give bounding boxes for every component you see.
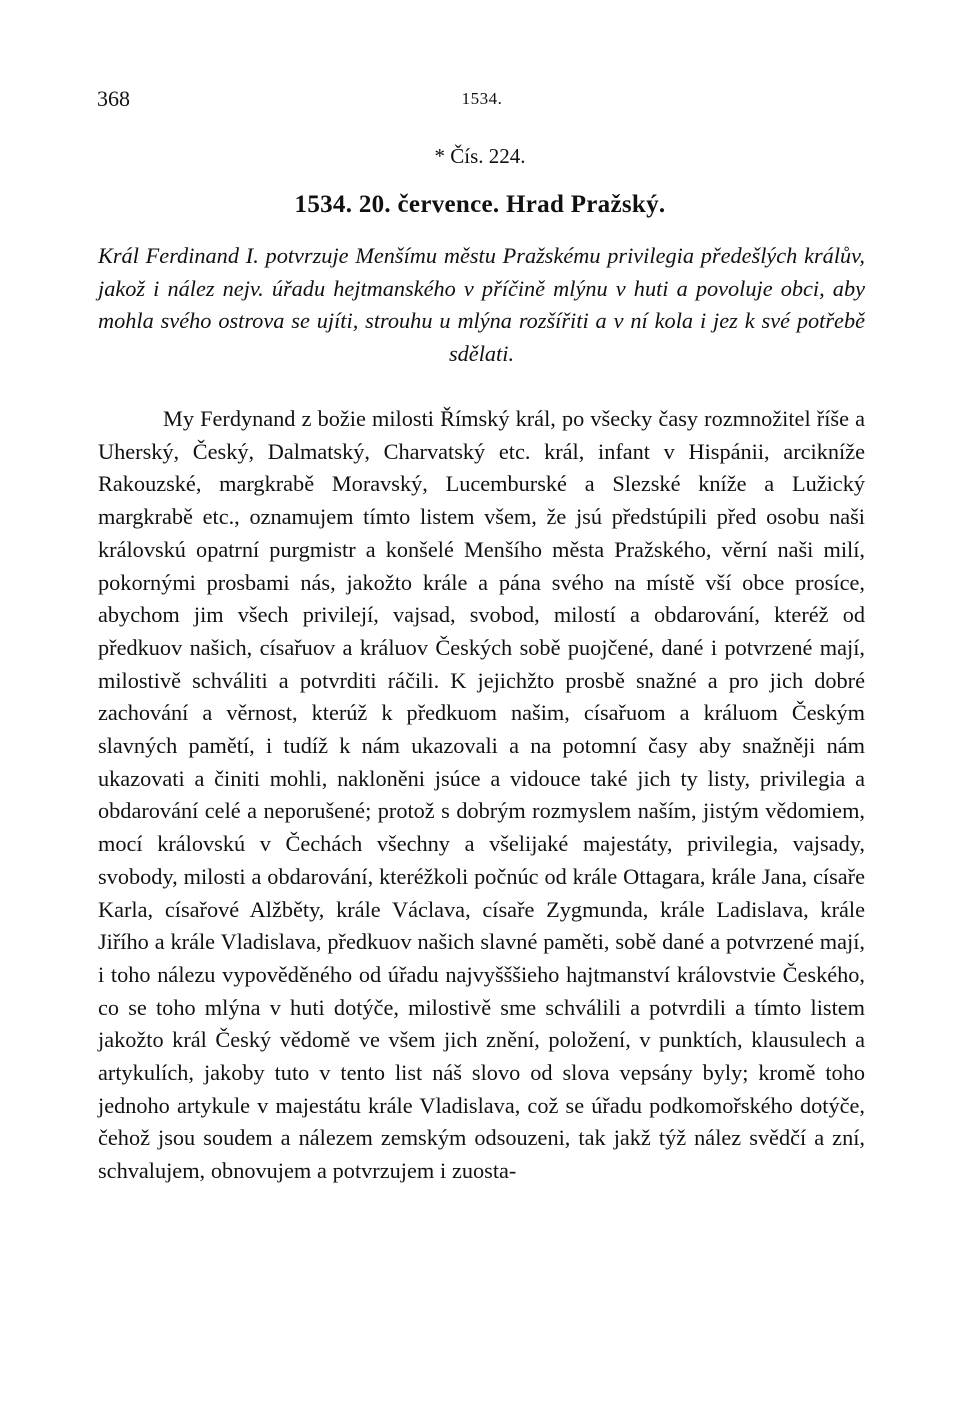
running-header xyxy=(97,86,867,112)
page-number: 368 xyxy=(97,86,130,111)
regest-summary: Král Ferdinand I. potvrzuje Menšímu městu Pražskému privilegia předešlých králův, jakož i nález nejv. úřadu hejtmanského v příčině mlýnu v huti a povoluje obci, aby mohla svého ostrova se ujíti, strouhu u mlýna rozšířiti a v ní kola i jez k své potřebě sdělati. xyxy=(98,243,865,366)
document-body-text: My Ferdynand z božie milosti Římský král, po všecky časy rozmnožitel říše a Uherský, Český, Dalmatský, Charvatský etc. král, infant v Hispánii, arcikníže Rakouzské, margkrabě Moravský, Lucemburské a Slezské kníže a Lužický margkrabě etc., oznamujem tímto listem všem, že jsú předstúpili před osobu naši královskú opatrní purgmistr a konšelé Menšího města Pražského, věrní naši milí, pokornými prosbami nás, jakožto krále a pána svého na místě vší obce prosíce, abychom jim všech privilejí, vajsad, svobod, milostí a obdarování, kteréž od předkuov našich, císařuov a králuov Českých sobě puojčené, dané i potvrzené mají, milostivě schváliti a potvrditi ráčili. K jejichžto prosbě snažné a pro jich dobré zachování a věrnost, kterúž k předkuom našim, císařuom a králuom Českým slavných pamětí, i tudíž k nám ukazovali a na potomní časy aby snažněji nám ukazovati a činiti mohli, nakloněni jsúce a vidouce také jich ty listy, privilegia a obdarování celé a neporušené; protož s dobrým rozmyslem naším, jistým vědomiem, mocí královskú v Čechách všechny a všelijaké majestáty, privilegia, vajsady, svobody, milosti a obdarování, kteréžkoli počnúc od krále Ottagara, krále Jana, císaře Karla, císařové Alžběty, krále Václava, císaře Zygmunda, krále Ladislava, krále Jiřího a krále Vladislava, předkuov našich slavné paměti, sobě dané a potvrzené mají, i toho nálezu vypověděného od úřadu najvyšššieho hajtmanství královstvie Českého, co se toho mlýna v huti dotýče, milostivě sme schválili a potvrdili a tímto listem jakožto král Český vědomě ve všem jich znění, položení, v punktích, klausulech a artykulích, jakoby tuto v tento list náš slovo od slova vepsány byly; kromě toho jednoho artykule v majestátu krále Vladislava, což se úřadu podkomořského dotýče, čehož jsou soudem a nálezem zemským odsouzeni, tak jakž týž nález svědčí a zní, schvalujem, obnovujem a potvrzujem i zuosta- xyxy=(98,406,865,1184)
running-title: 1534. xyxy=(461,89,503,108)
document-number: * Čís. 224. xyxy=(434,144,526,168)
document-date-heading: 1534. 20. července. Hrad Pražský. xyxy=(294,191,666,218)
